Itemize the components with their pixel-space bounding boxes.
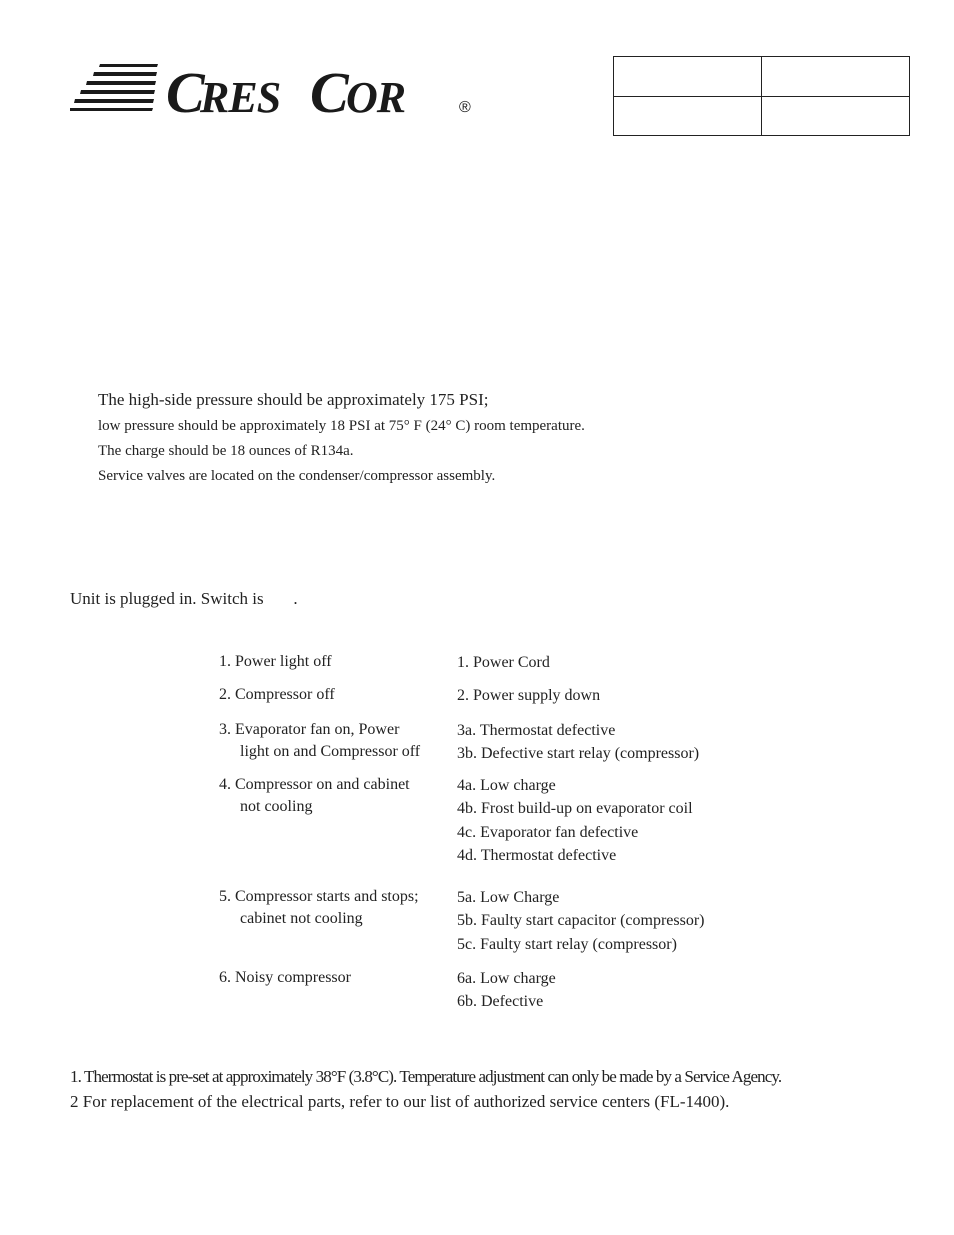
header-cell [614, 97, 762, 135]
cause-cell [457, 651, 759, 684]
brand-wordmark-part: OR [346, 73, 406, 120]
cause-text: 4c. Evaporator fan defective [457, 823, 639, 841]
table-row [219, 719, 759, 774]
logo-speed-lines-and-wordmark [70, 58, 480, 120]
cause-text: 2. Power supply down [457, 686, 601, 704]
cause-text: 4b. Frost build-up on evaporator coil [457, 800, 693, 817]
table-row [219, 886, 759, 967]
symptom-text: 3. Evaporator fan on, Power [219, 721, 400, 738]
cres-cor-logo [70, 58, 480, 120]
symptom-text: light on and Compressor off [240, 743, 421, 760]
spec-line: The charge should be 18 ounces of R134a. [98, 443, 354, 459]
cause-text: 3b. Defective start relay (compressor) [457, 745, 700, 762]
footnotes [70, 1066, 910, 1113]
symptom-cell [219, 719, 457, 774]
cause-text: 1. Power Cord [457, 653, 550, 671]
brand-wordmark-part: RES [200, 73, 281, 120]
cause-cell [457, 774, 759, 886]
table-row [219, 651, 759, 684]
spec-line: The high-side pressure should be approximately 175 PSI; [98, 390, 489, 409]
refrigeration-specs [98, 389, 585, 487]
symptom-cell [219, 886, 457, 967]
cause-cell [457, 684, 759, 719]
table-row [219, 684, 759, 719]
document-header-table [613, 56, 910, 136]
cause-text: 3a. Thermostat defective [457, 721, 616, 739]
symptom-cell [219, 774, 457, 886]
header-cell [614, 57, 762, 97]
symptom-cell [219, 684, 457, 719]
symptom-text: 1. Power light off [219, 653, 332, 670]
spec-line: low pressure should be approximately 18 PSI at 75° F (24° C) room temperature. [98, 418, 585, 434]
cause-text: 6b. Defective [457, 993, 544, 1010]
troubleshooting-intro: Unit is plugged in. Switch is . [70, 589, 298, 608]
registered-mark: ® [459, 99, 471, 116]
note-thermostat: 1. Thermostat is pre-set at approximately 38°F (3.8°C). Temperature adjustment can only be made by a Service Agency. [70, 1067, 782, 1086]
cause-text: 5c. Faulty start relay (compressor) [457, 935, 677, 953]
cause-text: 5a. Low Charge [457, 888, 560, 906]
symptom-text: 2. Compressor off [219, 686, 335, 703]
brand-wordmark-part: C [310, 60, 349, 120]
brand-wordmark: C [166, 60, 203, 120]
cause-text: 5b. Faulty start capacitor (compressor) [457, 912, 705, 929]
table-row [219, 967, 759, 1017]
header-cell [762, 97, 909, 135]
spec-line: Service valves are located on the condenser/compressor assembly. [98, 468, 496, 484]
cause-cell [457, 719, 759, 774]
troubleshooting-table [219, 651, 759, 1017]
cause-cell [457, 967, 759, 1017]
header-cell [762, 57, 909, 97]
symptom-cell [219, 967, 457, 1017]
symptom-text: 5. Compressor starts and stops; [219, 888, 419, 905]
symptom-text: 6. Noisy compressor [219, 969, 351, 986]
note-electrical-parts: 2 For replacement of the electrical parts, refer to our list of authorized service centers (FL-1400). [70, 1092, 730, 1111]
speed-lines-icon [70, 64, 158, 111]
symptom-cell [219, 651, 457, 684]
symptom-text: 4. Compressor on and cabinet [219, 776, 410, 793]
table-row [219, 774, 759, 886]
cause-cell [457, 886, 759, 967]
cause-text: 6a. Low charge [457, 969, 556, 987]
cause-text: 4d. Thermostat defective [457, 847, 617, 864]
cause-text: 4a. Low charge [457, 776, 556, 794]
symptom-text: cabinet not cooling [240, 910, 363, 927]
symptom-text: not cooling [240, 798, 313, 815]
